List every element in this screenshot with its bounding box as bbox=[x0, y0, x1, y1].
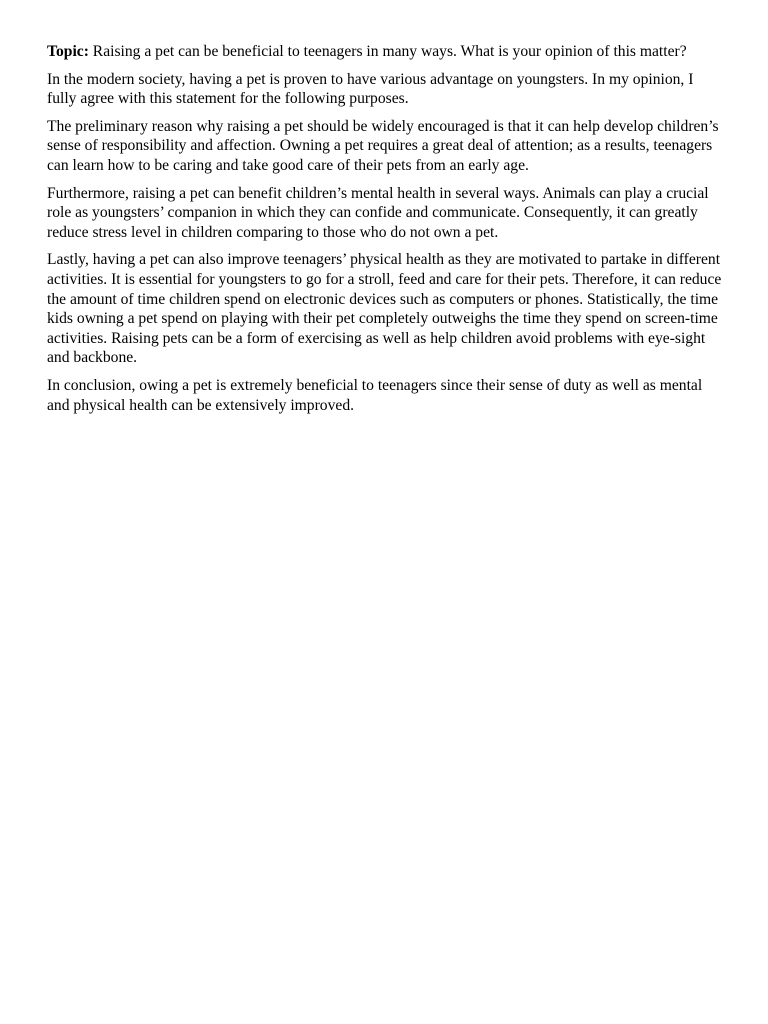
body-paragraph-physical-health: Lastly, having a pet can also improve teenagers’ physical health as they are motivated to partake in different activities. It is essential for youngsters to go for a stroll, feed and care for their pets. Therefore, it can reduce the amount of time children spend on electronic devices such as computers or phones. Statistically, the time kids owning a pet spend on playing with their pet completely outweighs the time they spend on screen-time activities. Raising pets can be a form of exercising as well as help children avoid problems with eye-sight and backbone. bbox=[47, 251, 722, 367]
body-paragraph-mental-health: Furthermore, raising a pet can benefit children’s mental health in several ways. Animals can play a crucial role as youngsters’ companion in which they can confide and communicate. Consequently, it can greatly reduce stress level in children comparing to those who do not own a pet. bbox=[47, 184, 709, 241]
topic-text: Raising a pet can be beneficial to teenagers in many ways. What is your opinion of this matter? bbox=[88, 43, 687, 60]
topic-label: Topic: bbox=[47, 43, 89, 60]
essay-body bbox=[47, 42, 725, 423]
conclusion-paragraph: In conclusion, owing a pet is extremely beneficial to teenagers since their sense of duty as well as mental and physical health can be extensively improved. bbox=[47, 376, 703, 414]
topic-paragraph bbox=[47, 42, 725, 62]
introduction-paragraph: In the modern society, having a pet is proven to have various advantage on youngsters. In my opinion, I fully agree with this statement for the following purposes. bbox=[47, 70, 694, 108]
body-paragraph-responsibility: The preliminary reason why raising a pet should be widely encouraged is that it can help develop children’s sense of responsibility and affection. Owning a pet requires a great deal of attention; as a results, teenagers can learn how to be caring and take good care of their pets from an early age. bbox=[47, 117, 719, 174]
